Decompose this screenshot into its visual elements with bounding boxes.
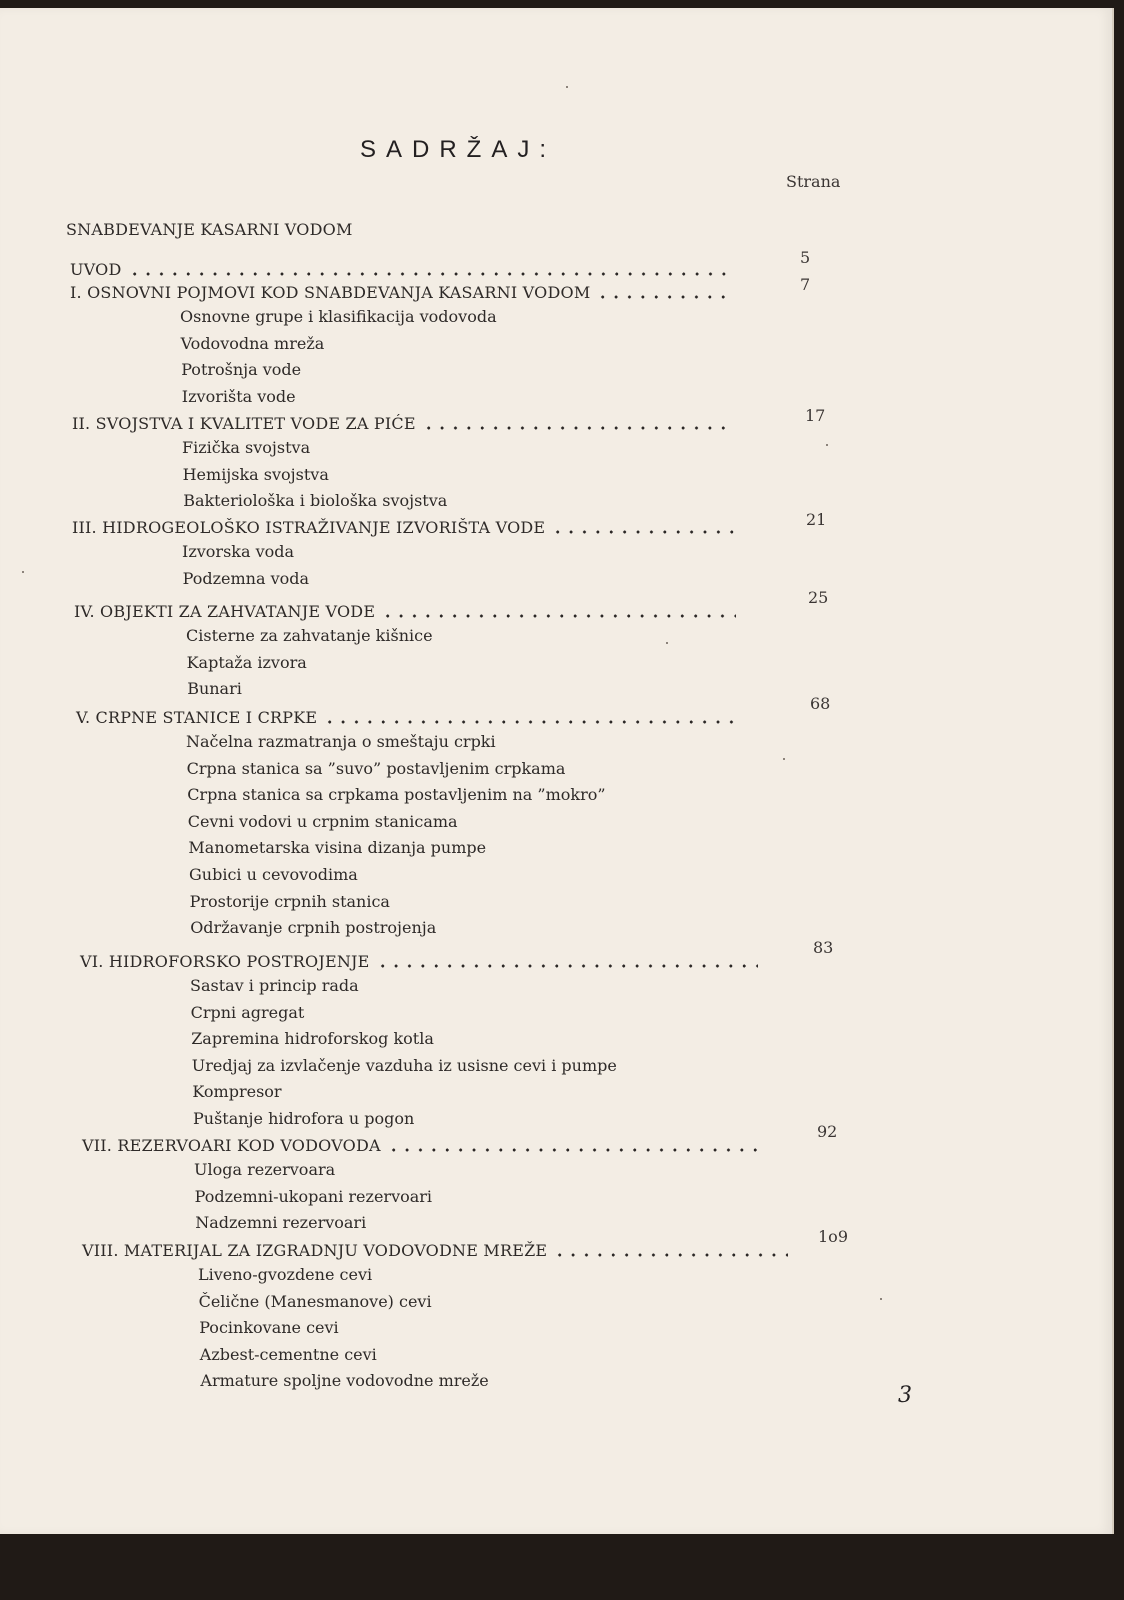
toc-chapter-heading: II. SVOJSTVA I KVALITET VODE ZA PIĆE bbox=[72, 414, 416, 433]
toc-dot-leader bbox=[323, 720, 738, 724]
toc-page-number: 21 bbox=[806, 510, 827, 529]
toc-section-item: Crpna stanica sa crpkama postavljenim na ”mokro” bbox=[187, 785, 606, 805]
toc-page-number: 5 bbox=[800, 248, 811, 267]
toc-section-item: Kompresor bbox=[192, 1082, 282, 1102]
toc-section-item: Armature spoljne vodovodne mreže bbox=[200, 1371, 489, 1391]
toc-section-item: Načelna razmatranja o smeštaju crpki bbox=[186, 732, 496, 751]
toc-chapter-heading: UVOD bbox=[70, 260, 122, 279]
toc-section-item: Uloga rezervoara bbox=[194, 1160, 336, 1179]
toc-page-number: 17 bbox=[805, 406, 826, 425]
toc-section-item: Uredjaj za izvlačenje vazduha iz usisne cevi i pumpe bbox=[191, 1055, 617, 1075]
toc-dot-leader bbox=[551, 530, 734, 534]
toc-section-item: Hemijska svojstva bbox=[182, 464, 329, 484]
toc-dot-leader bbox=[387, 1148, 758, 1152]
toc-section-item: Azbest-cementne cevi bbox=[199, 1344, 377, 1364]
toc-dot-leader bbox=[376, 964, 758, 968]
toc-section-item: Manometarska visina dizanja pumpe bbox=[188, 838, 487, 858]
toc-section-item: Sastav i princip rada bbox=[190, 976, 359, 995]
toc-section-item: Izvorska voda bbox=[182, 542, 295, 561]
paper-speck bbox=[783, 758, 785, 760]
paper-speck bbox=[880, 1298, 882, 1300]
toc-dot-leader bbox=[553, 1253, 788, 1257]
toc-section-item: Nadzemni rezervoari bbox=[195, 1213, 367, 1233]
toc-section-item: Cevni vodovi u crpnim stanicama bbox=[187, 811, 458, 831]
toc-section-item: Puštanje hidrofora u pogon bbox=[193, 1109, 415, 1128]
toc-section-item: Crpni agregat bbox=[190, 1002, 305, 1022]
toc-section-item: Potrošnja vode bbox=[181, 360, 302, 380]
toc-page-number: 25 bbox=[808, 588, 829, 607]
toc-section-item: Prostorije crpnih stanica bbox=[189, 891, 390, 911]
toc-chapter-heading: III. HIDROGEOLOŠKO ISTRAŽIVANJE IZVORIŠTA VODE bbox=[72, 518, 546, 537]
paper-speck bbox=[666, 642, 668, 644]
toc-section-item: Podzemni-ukopani rezervoari bbox=[194, 1186, 433, 1206]
toc-section-item: Vodovodna mreža bbox=[180, 333, 325, 353]
page-column-label: Strana bbox=[786, 172, 841, 191]
book-title: SNABDEVANJE KASARNI VODOM bbox=[66, 220, 353, 239]
toc-page-number: 7 bbox=[800, 275, 811, 294]
paper-speck bbox=[566, 86, 568, 88]
toc-dot-leader bbox=[128, 272, 730, 276]
toc-chapter-heading: IV. OBJEKTI ZA ZAHVATANJE VODE bbox=[74, 602, 376, 621]
document-page bbox=[0, 8, 1114, 1534]
toc-section-item: Crpna stanica sa ”suvo” postavljenim crpkama bbox=[186, 758, 566, 778]
toc-section-item: Podzemna voda bbox=[182, 568, 310, 588]
page-title: SADRŽAJ: bbox=[360, 136, 557, 163]
paper-speck bbox=[826, 444, 828, 446]
toc-section-item: Osnovne grupe i klasifikacija vodovoda bbox=[180, 307, 497, 326]
toc-section-item: Bakteriološka i biološka svojstva bbox=[183, 491, 448, 511]
toc-section-item: Pocinkovane cevi bbox=[199, 1318, 339, 1338]
toc-section-item: Zapremina hidroforskog kotla bbox=[191, 1029, 434, 1049]
toc-dot-leader bbox=[381, 614, 736, 618]
toc-chapter-heading: VI. HIDROFORSKO POSTROJENJE bbox=[80, 952, 370, 971]
toc-page-number: 68 bbox=[810, 694, 831, 713]
toc-section-item: Bunari bbox=[187, 679, 242, 699]
toc-chapter-heading: V. CRPNE STANICE I CRPKE bbox=[76, 708, 318, 727]
toc-section-item: Fizička svojstva bbox=[182, 438, 311, 457]
toc-section-item: Izvorišta vode bbox=[181, 386, 296, 406]
toc-page-number: 1o9 bbox=[818, 1227, 848, 1246]
toc-chapter-heading: VIII. MATERIJAL ZA IZGRADNJU VODOVODNE MREŽE bbox=[82, 1241, 548, 1260]
page-number: 3 bbox=[898, 1383, 912, 1408]
toc-section-item: Gubici u cevovodima bbox=[189, 865, 358, 884]
toc-page-number: 92 bbox=[817, 1122, 838, 1141]
toc-chapter-heading: VII. REZERVOARI KOD VODOVODA bbox=[82, 1136, 381, 1155]
toc-dot-leader bbox=[596, 295, 730, 299]
toc-chapter-heading: I. OSNOVNI POJMOVI KOD SNABDEVANJA KASARNI VODOM bbox=[70, 283, 591, 302]
toc-section-item: Liveno-gvozdene cevi bbox=[198, 1265, 373, 1284]
toc-section-item: Kaptaža izvora bbox=[186, 652, 307, 672]
toc-section-item: Čelične (Manesmanove) cevi bbox=[198, 1291, 432, 1311]
toc-page-number: 83 bbox=[813, 938, 834, 957]
toc-section-item: Održavanje crpnih postrojenja bbox=[190, 918, 437, 938]
toc-section-item: Cisterne za zahvatanje kišnice bbox=[186, 626, 433, 645]
toc-dot-leader bbox=[422, 426, 734, 430]
paper-speck bbox=[22, 571, 24, 573]
